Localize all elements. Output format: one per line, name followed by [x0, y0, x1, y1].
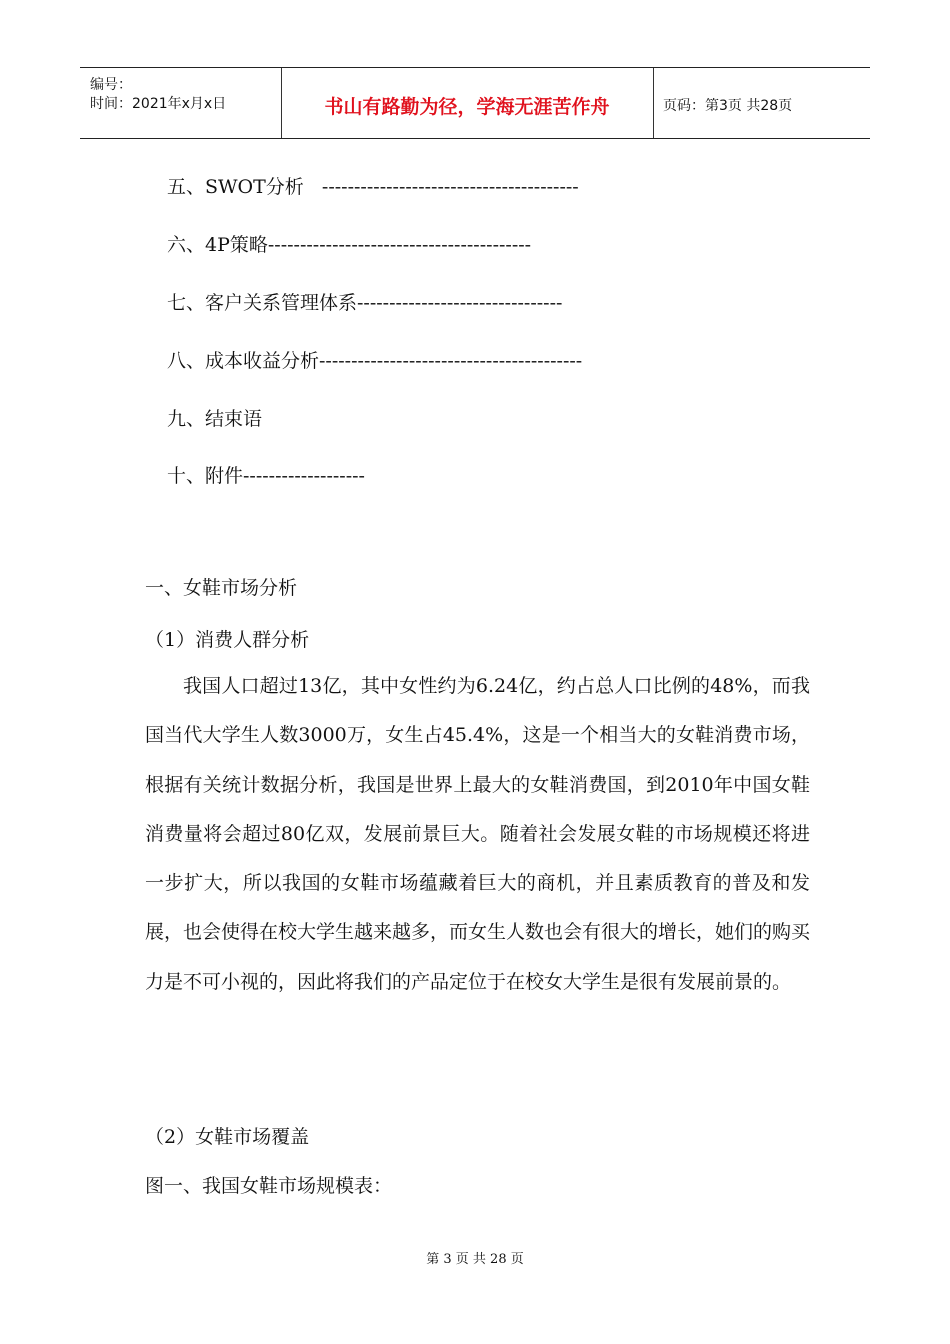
document-time-label: 时间：2021年x月x日: [90, 96, 227, 112]
section-title: 一、女鞋市场分析: [145, 577, 298, 599]
header-right-cell: [653, 68, 870, 138]
document-number-label: 编号：: [90, 77, 132, 93]
toc-item-appendix: 十、附件-------------------: [167, 465, 365, 487]
toc-item-cost: 八、成本收益分析-----------------------------------------: [167, 350, 583, 372]
toc-item-conclusion: 九、结束语: [167, 408, 263, 430]
header-page-info: 页码：第3页 共28页: [663, 98, 793, 114]
subsection-title-2: （2）女鞋市场覆盖: [145, 1126, 310, 1148]
page-header: [80, 67, 870, 139]
page-footer: 第 3 页 共 28 页: [426, 1252, 524, 1267]
subsection-title-1: （1）消费人群分析: [145, 629, 310, 651]
figure-caption: 图一、我国女鞋市场规模表：: [145, 1175, 393, 1197]
toc-item-crm: 七、客户关系管理体系--------------------------------: [167, 292, 563, 314]
body-paragraph: 我国人口超过13亿，其中女性约为6.24亿，约占总人口比例的48%，而我国当代大学生人数3000万，女生占45.4%，这是一个相当大的女鞋消费市场，根据有关统计数据分析，我国是世界上最大的女鞋消费国，到2010年中国女鞋消费量将会超过80亿双，发展前景巨大。随着社会发展女鞋的市场规模还将进一步扩大，所以我国的女鞋市场蕴藏着巨大的商机，并且素质教育的普及和发展，也会使得在校大学生越来越多，而女生人数也会有很大的增长，她们的购买力是不可小视的，因此将我们的产品定位于在校女大学生是很有发展前景的。: [145, 675, 811, 993]
toc-item-4p: 六、4P策略-----------------------------------------: [167, 234, 532, 256]
header-motto: 书山有路勤为径，学海无涯苦作舟: [324, 96, 610, 118]
header-left-cell: [80, 68, 282, 138]
toc-item-swot: 五、SWOT分析 ----------------------------------------: [167, 176, 579, 198]
header-middle-cell: [281, 68, 654, 138]
